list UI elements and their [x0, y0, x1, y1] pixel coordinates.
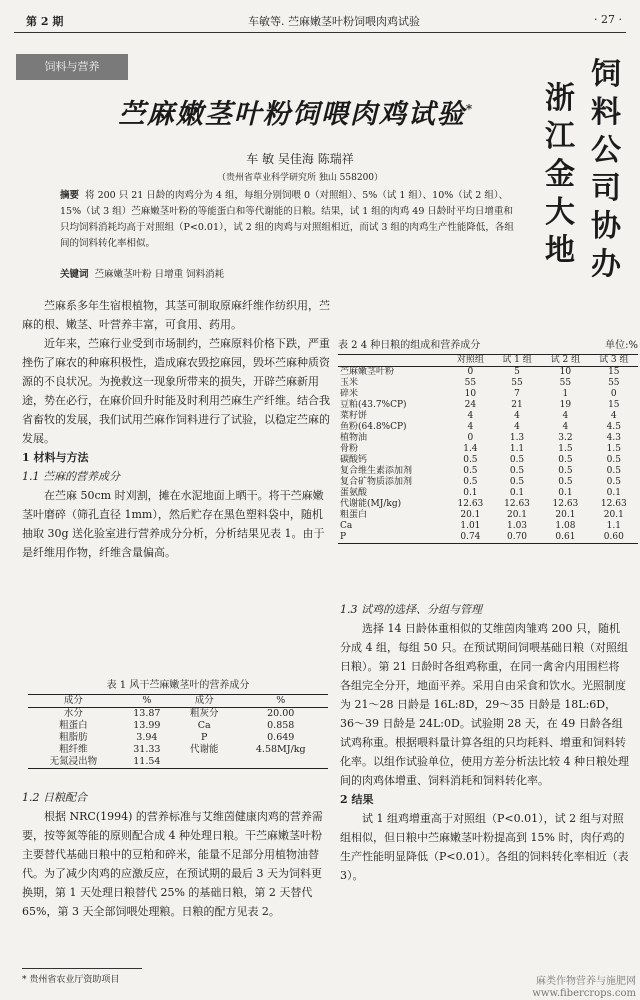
table-cell: 31.33 [133, 744, 161, 755]
paragraph-1-3: 选择 14 日龄体重相似的艾维茵肉雏鸡 200 只，随机分成 4 组，每组 50 只。在预试期间饲喂基础日粮（对照组日粮）。第 21 日龄时各组鸡称重，在同一禽舍内用围栏将各组完全分开，地面平养。采用自由采食和饮水。光照制度为 21～28 日龄是 16L:8D，29～35 日龄是 18L:6D，36～39 日龄是 24L:0D。试验期 28 天，在 49 日龄各组试鸡称重。根据喂料量计算各组的只均耗料、增重和饲料转化率。以组作试验单位，使用方差分析法比较 4 种日粮处理间的肉鸡体增重、饲料消耗和饲料转化率。 [340, 622, 629, 787]
table-cell: 代谢能 [189, 744, 219, 755]
table-cell: 1.1 [606, 521, 621, 531]
table-cell: Ca [197, 720, 211, 731]
paragraph-1-1: 在苎麻 50cm 时刈割，摊在水泥地面上晒干。将干苎麻嫩茎叶磨碎（筛孔直径 1mm），然后贮存在黑色塑料袋中，随机抽取 30g 送化验室进行营养成分分析，分析结果见表 1。由于是纤维用作物，纤维含量偏高。 [22, 489, 325, 559]
keywords [60, 266, 520, 280]
table-cell: 3.94 [136, 732, 158, 743]
table-row [338, 411, 638, 422]
table-cell: 玉米 [340, 378, 359, 388]
table-cell: 骨粉 [340, 444, 359, 454]
table-cell: 12.63 [457, 499, 484, 509]
table-cell: 0.5 [558, 466, 573, 476]
table-cell: 0.649 [267, 732, 295, 743]
table-cell: P [338, 532, 448, 544]
table-cell: 15 [608, 400, 620, 410]
table-cell: 55 [511, 378, 523, 388]
table-row [338, 389, 638, 400]
running-title: 车敏等. 苎麻嫩茎叶粉饲喂肉鸡试验 [248, 15, 420, 28]
table-cell: 0.70 [493, 532, 541, 544]
table-cell: 水分 [63, 708, 83, 719]
watermark-line: www.fibercrops.com [532, 988, 636, 999]
section-heading-1-3: 1.3 试鸡的选择、分组与管理 [340, 603, 482, 616]
table-2-caption-text: 表 2 4 种日粮的组成和营养成分 [338, 340, 481, 351]
table-2-header: 对照组 [448, 355, 493, 367]
table-cell: 0.5 [558, 455, 573, 465]
table-cell: 20.1 [506, 510, 528, 520]
stamp-char: 浙 [545, 81, 575, 116]
table-cell: 0.5 [558, 477, 573, 487]
table-cell: 4 [514, 411, 520, 421]
table-cell: 0 [467, 433, 474, 443]
table-row [338, 466, 638, 477]
abstract [60, 188, 520, 252]
table-2-header [338, 355, 448, 367]
table-cell: 1.03 [506, 521, 528, 531]
title-footnote-mark: * [465, 102, 475, 116]
intro-paragraph-1: 苎麻系多年生宿根植物，其茎可制取原麻纤维作纺织用，苎麻的根、嫩茎、叶营养丰富，可食用、药用。 [22, 299, 330, 331]
table-cell: 0.1 [606, 488, 621, 498]
table-row [28, 756, 328, 769]
table-cell: 0.1 [558, 488, 573, 498]
table-row [338, 400, 638, 411]
table-cell: 4 [467, 422, 474, 432]
stamp-char: 江 [545, 119, 575, 154]
table-cell: 无氮浸出物 [28, 756, 119, 769]
stamp-char: 办 [591, 247, 621, 282]
table-2-body [338, 367, 638, 544]
table-cell: 1.01 [460, 521, 481, 531]
table-cell: 0.5 [606, 466, 621, 476]
stamp-char: 大 [545, 195, 575, 230]
table-cell: 19 [559, 400, 572, 410]
table-cell: 0.5 [509, 477, 525, 487]
table-2-unit: 单位:% [605, 340, 638, 351]
paragraph-2: 试 1 组鸡增重高于对照组（P<0.01），试 2 组与对照组相似，但日粮中苎麻嫩茎叶粉提高到 15% 时，肉仔鸡的生产性能明显降低（P<0.01）。各组的饲料转化率相近（表 3）。 [340, 812, 629, 882]
table-cell: 20.1 [460, 510, 481, 520]
table-cell: 55 [464, 378, 477, 388]
table-row [28, 744, 328, 756]
section-heading-2: 2 结果 [340, 793, 374, 806]
table-cell: 0.1 [509, 488, 525, 498]
table-cell: 1.1 [509, 444, 525, 454]
table-row [338, 477, 638, 488]
stamp-char: 协 [591, 209, 621, 244]
table-cell: 3.2 [558, 433, 573, 443]
table-cell: 粗灰分 [189, 708, 219, 719]
table-cell: 鱼粉(64.8%CP) [340, 422, 407, 432]
intro-paragraph-2: 近年来，苎麻行业受到市场制约，苎麻原料价格下跌，严重挫伤了麻农的种麻积极性，造成麻农毁挖麻园，毁坏苎麻种质资源的不良状况。为挽救这一现象所带来的损失，开辟苎麻新用途，势在必行，在麻价回升时能及时利用苎麻生产纤维。结合我省畜牧的发展，我们试用苎麻作饲料进行了试验，以稳定苎麻的发展。 [22, 337, 330, 445]
table-cell: 1.08 [555, 521, 576, 531]
header-rule [14, 32, 626, 33]
table-cell: 0.74 [448, 532, 493, 544]
table-row [338, 378, 638, 389]
table-1-header: 成分 [28, 695, 119, 708]
stamp-column-1 [540, 80, 580, 270]
table-cell: 0 [610, 389, 617, 399]
table-cell: 7 [514, 389, 520, 399]
paragraph-1-2: 根据 NRC(1994) 的营养标准与艾维茵健康肉鸡的营养需要，按等氮等能的原则配合成 4 种处理日粮。干苎麻嫩茎叶粉主要替代基础日粮中的豆粕和碎米，能量不足部分用植物油替代。为了减少肉鸡的应激反应，在预试期的最后 3 天为饲料更换期，第 1 天处理日粮替代 25% 的基础日粮，第 2 天替代 65%，第 3 天全部饲喂处理粮。日粮的配方见表 2。 [22, 810, 323, 918]
table-cell: 4.58MJ/kg [255, 744, 306, 755]
table-2-caption [338, 336, 638, 354]
table-cell: 13.87 [133, 708, 161, 719]
issue-number: 第 2 期 [26, 15, 64, 28]
table-cell: P [201, 732, 208, 743]
table-row [338, 488, 638, 499]
stamp-char: 地 [545, 233, 575, 268]
sponsor-stamp [538, 52, 632, 282]
abstract-label: 摘要 [60, 190, 80, 201]
table-row [338, 455, 638, 466]
table-cell: 苎麻嫩茎叶粉 [340, 367, 395, 377]
table-cell: 0.5 [463, 466, 478, 476]
table-row [28, 708, 328, 721]
table-cell: 21 [511, 400, 523, 410]
section-heading-1: 1 材料与方法 [22, 451, 89, 464]
table-cell: 11.54 [119, 756, 175, 769]
table-cell: 20.1 [603, 510, 624, 520]
table-cell: 4 [562, 422, 569, 432]
table-cell: 菜籽饼 [340, 411, 368, 421]
table-row [338, 367, 638, 379]
table-cell: 复合维生素添加剂 [340, 466, 413, 476]
table-cell: 粗纤维 [59, 744, 88, 755]
table-1-caption: 表 1 风干苎麻嫩茎叶的营养成分 [106, 680, 250, 691]
column-tag: 饲料与营养 [16, 54, 128, 80]
table-cell: 0.5 [509, 466, 525, 476]
table-row [338, 433, 638, 444]
table-cell: 1.3 [509, 433, 525, 443]
table-1-header: 成分 [175, 695, 234, 708]
table-cell: 粗脂肪 [59, 732, 88, 743]
keywords-text: 苎麻嫩茎叶粉 日增重 饲料消耗 [94, 269, 225, 280]
table-cell: 10 [464, 389, 477, 399]
table-cell: 碳酸钙 [340, 455, 368, 465]
table-cell: 复合矿物质添加剂 [340, 477, 413, 487]
table-cell: 55 [559, 378, 572, 388]
title-text: 苎麻嫩茎叶粉饲喂肉鸡试验 [117, 99, 466, 130]
table-row [338, 499, 638, 510]
table-row [338, 422, 638, 433]
footnote-rule [22, 968, 142, 969]
authors: 车 敏 吴佳海 陈瑞祥 [246, 152, 354, 166]
table-row [28, 720, 328, 732]
abstract-text: 将 200 只 21 日龄的肉鸡分为 4 组，每组分别饲喂 0（对照组）、5%（试 1 组）、10%（试 2 组）、15%（试 3 组）苎麻嫩茎叶粉的等能蛋白和等代谢能的日粮。结果，试 1 组的肉鸡 49 日龄时平均日增重和只均饲料消耗均高于对照组（P<0.01），试 2 组的肉鸡与对照组相近，而试 3 组的肉鸡生产性能降低，各组间的饲料转化率相似。 [60, 190, 514, 249]
table-cell: 4 [514, 422, 520, 432]
table-cell: Ca [340, 521, 353, 531]
table-cell: 12.63 [504, 499, 530, 509]
table-cell: 24 [464, 400, 477, 410]
table-row [338, 510, 638, 521]
paper-title [66, 92, 526, 131]
table-cell: 55 [608, 378, 620, 388]
watermark-line: 麻类作物营养与施肥网 [536, 976, 636, 987]
table-cell: 4 [562, 411, 569, 421]
stamp-char: 公 [591, 133, 621, 168]
table-cell: 0.5 [606, 477, 621, 487]
table-cell: 0.5 [463, 477, 478, 487]
left-column-section-1-2 [22, 788, 332, 921]
table-cell: 粗蛋白 [340, 510, 368, 520]
table-cell: 代谢能(MJ/kg) [340, 499, 402, 509]
footnote: * 贵州省农业厅资助项目 [22, 975, 120, 985]
left-column-intro [22, 296, 332, 562]
table-cell: 12.63 [552, 499, 579, 509]
stamp-column-2 [586, 56, 626, 284]
table-cell: 1 [562, 389, 569, 399]
table-2 [338, 336, 638, 544]
table-cell: 豆粕(43.7%CP) [340, 400, 407, 410]
page-number: · 27 · [594, 13, 622, 26]
table-cell: 1.5 [606, 444, 621, 454]
table-cell: 20.00 [267, 708, 295, 719]
table-cell: 粗蛋白 [59, 720, 88, 731]
section-heading-1-2: 1.2 日粮配合 [22, 791, 87, 804]
table-cell: 0.1 [463, 488, 478, 498]
table-cell: 0.5 [606, 455, 621, 465]
table-cell: 1.5 [558, 444, 573, 454]
table-row [338, 532, 638, 544]
section-heading-1-1: 1.1 苎麻的营养成分 [22, 470, 120, 483]
table-cell: 5 [514, 367, 520, 377]
table-1-header: % [234, 695, 329, 708]
watermark [512, 976, 636, 1000]
stamp-char: 司 [591, 171, 621, 206]
table-cell: 4 [610, 411, 617, 421]
table-1-header: % [119, 695, 175, 708]
table-cell: 0.61 [541, 532, 589, 544]
table-cell [175, 756, 234, 769]
table-cell: 12.63 [600, 499, 627, 509]
table-cell: 0 [467, 367, 474, 377]
table-1 [28, 676, 328, 769]
table-cell: 蛋氨酸 [340, 488, 368, 498]
table-cell: 0.5 [509, 455, 525, 465]
stamp-char: 料 [591, 95, 621, 130]
table-row [338, 444, 638, 455]
table-cell: 1.4 [463, 444, 478, 454]
table-cell: 4.5 [606, 422, 621, 432]
table-cell: 碎米 [340, 389, 359, 399]
table-2-header: 试 3 组 [590, 355, 638, 367]
table-cell: 13.99 [133, 720, 161, 731]
table-cell: 0.5 [463, 455, 478, 465]
running-header [8, 8, 632, 30]
table-cell: 20.1 [555, 510, 576, 520]
table-cell: 0.858 [267, 720, 295, 731]
keywords-label: 关键词 [60, 269, 89, 280]
table-row [28, 732, 328, 744]
table-2-header: 试 2 组 [541, 355, 589, 367]
affiliation: （贵州省草业科学研究所 独山 558200） [216, 173, 384, 183]
table-cell: 10 [559, 367, 572, 377]
stamp-char: 金 [545, 157, 575, 192]
table-cell: 0.60 [590, 532, 638, 544]
right-column-body [340, 600, 630, 885]
stamp-char: 饲 [591, 57, 621, 92]
table-cell: 15 [608, 367, 620, 377]
table-cell [234, 756, 329, 769]
table-2-header: 试 1 组 [493, 355, 541, 367]
table-cell: 4.3 [606, 433, 621, 443]
table-cell: 4 [467, 411, 474, 421]
table-row [338, 521, 638, 532]
table-cell: 植物油 [340, 433, 368, 443]
